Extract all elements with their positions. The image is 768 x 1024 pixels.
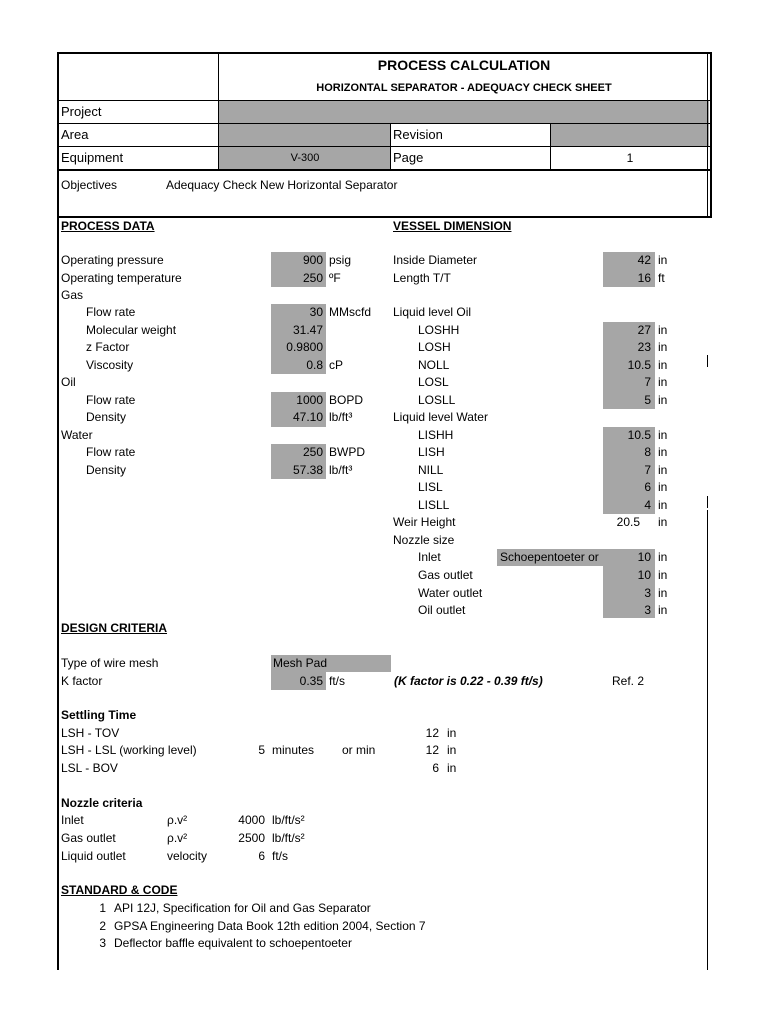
inside-diameter-value[interactable]: 42 (637, 253, 651, 267)
water-level-label: Liquid level Water (393, 410, 488, 424)
revision-value-cell (551, 124, 709, 146)
water-level-unit: in (658, 445, 668, 459)
nozzle-liquid-label: Liquid outlet (61, 849, 126, 863)
oil-level-value[interactable]: 27 (637, 323, 651, 337)
standard-text: Deflector baffle equivalent to schoepentoeter (114, 936, 352, 950)
oil-level-value[interactable]: 5 (644, 393, 651, 407)
nozzle-liquid-value: 6 (258, 849, 265, 863)
design-criteria-heading: DESIGN CRITERIA (61, 621, 168, 635)
inlet-label: Inlet (418, 550, 441, 564)
oil-level-unit: in (658, 375, 668, 389)
water-level-name: NILL (418, 463, 444, 477)
nozzle-criteria-heading: Nozzle criteria (61, 796, 143, 810)
equipment-value[interactable]: V-300 (290, 152, 320, 164)
standard-text: GPSA Engineering Data Book 12th edition 2004, Section 7 (114, 919, 426, 933)
settling-time-heading: Settling Time (61, 708, 137, 722)
oil-level-name: NOLL (418, 358, 450, 372)
sheet-title: PROCESS CALCULATION (377, 57, 551, 73)
op-pressure-unit: psig (329, 253, 352, 267)
op-pressure-value[interactable]: 900 (302, 253, 323, 267)
gas-outlet-label: Gas outlet (418, 568, 473, 582)
oil-level-name: LOSH (418, 340, 451, 354)
water-outlet-value[interactable]: 3 (644, 586, 651, 600)
page-value: 1 (626, 151, 634, 165)
oil-flow-unit: BOPD (329, 393, 364, 407)
k-factor-value[interactable]: 0.35 (299, 674, 323, 688)
nozzle-inlet-unit: lb/ft/s² (272, 813, 305, 827)
water-level-value[interactable]: 8 (644, 445, 651, 459)
standard-number: 2 (99, 919, 106, 933)
weir-unit: in (658, 515, 668, 529)
op-temperature-label: Operating temperature (61, 271, 182, 285)
water-level-value[interactable]: 7 (644, 463, 651, 477)
k-factor-label: K factor (61, 674, 103, 688)
oil-level-name: LOSHH (418, 323, 460, 337)
nozzle-inlet-param: ρ.v² (167, 813, 188, 827)
water-outlet-unit: in (658, 586, 668, 600)
objectives-value[interactable]: Adequacy Check New Horizontal Separator (166, 178, 398, 192)
project-label: Project (61, 104, 102, 119)
weir-value: 20.5 (616, 515, 640, 529)
nozzle-gas-value: 2500 (238, 831, 265, 845)
oil-level-unit: in (658, 393, 668, 407)
standard-text: API 12J, Specification for Oil and Gas Separator (114, 901, 371, 915)
lsh-lsl-unit: in (447, 743, 457, 757)
oil-level-value[interactable]: 23 (637, 340, 651, 354)
nozzle-liquid-unit: ft/s (272, 849, 289, 863)
water-density-label: Density (86, 463, 127, 477)
water-level-name: LISLL (418, 498, 450, 512)
lsh-lsl-or: or min (342, 743, 376, 757)
lsh-tov-value: 12 (425, 726, 439, 740)
lsh-tov-unit: in (447, 726, 457, 740)
wire-mesh-value[interactable]: Mesh Pad (273, 656, 328, 670)
lsl-bov-unit: in (447, 761, 457, 775)
gas-flow-unit: MMscfd (329, 305, 371, 319)
lsh-lsl-minutes: 5 (258, 743, 265, 757)
wire-mesh-label: Type of wire mesh (61, 656, 159, 670)
gas-flow-label: Flow rate (86, 305, 136, 319)
water-level-unit: in (658, 498, 668, 512)
water-level-name: LISL (418, 480, 443, 494)
length-unit: ft (658, 271, 665, 285)
water-density-unit: lb/ft³ (329, 463, 353, 477)
lsh-lsl-minutes-unit: minutes (272, 743, 315, 757)
revision-label: Revision (393, 127, 443, 142)
gas-visc-label: Viscosity (86, 358, 134, 372)
op-pressure-label: Operating pressure (61, 253, 164, 267)
length-label: Length T/T (393, 271, 451, 285)
gas-visc-unit: cP (329, 358, 344, 372)
water-label: Water (61, 428, 93, 442)
k-factor-ref: Ref. 2 (612, 674, 645, 688)
gas-mw-label: Molecular weight (86, 323, 177, 337)
oil-label: Oil (61, 375, 76, 389)
nozzle-inlet-value: 4000 (238, 813, 265, 827)
op-temperature-value[interactable]: 250 (302, 271, 323, 285)
objectives-label: Objectives (61, 178, 118, 192)
gas-outlet-value[interactable]: 10 (637, 568, 651, 582)
k-factor-note: (K factor is 0.22 - 0.39 ft/s) (394, 674, 543, 688)
water-level-name: LISHH (418, 428, 454, 442)
k-factor-unit: ft/s (329, 674, 346, 688)
gas-flow-value[interactable]: 30 (309, 305, 323, 319)
oil-flow-value[interactable]: 1000 (296, 393, 323, 407)
area-label: Area (61, 127, 89, 142)
vessel-heading: VESSEL DIMENSION (393, 219, 512, 233)
nozzle-gas-unit: lb/ft/s² (272, 831, 305, 845)
gas-visc-value[interactable]: 0.8 (306, 358, 323, 372)
water-flow-value[interactable]: 250 (302, 445, 323, 459)
lsh-tov-label: LSH - TOV (61, 726, 120, 740)
water-level-value[interactable]: 6 (644, 480, 651, 494)
standard-number: 3 (99, 936, 106, 950)
oil-density-unit: lb/ft³ (329, 410, 353, 424)
nozzle-gas-label: Gas outlet (61, 831, 116, 845)
oil-flow-label: Flow rate (86, 393, 136, 407)
oil-outlet-label: Oil outlet (418, 603, 466, 617)
oil-level-unit: in (658, 323, 668, 337)
lsl-bov-value: 6 (432, 761, 439, 775)
gas-mw-value[interactable]: 31.47 (292, 323, 323, 337)
page-label: Page (393, 150, 424, 165)
oil-outlet-unit: in (658, 603, 668, 617)
oil-level-value[interactable]: 10.5 (627, 358, 651, 372)
oil-density-value[interactable]: 47.10 (292, 410, 323, 424)
op-temperature-unit: ºF (329, 271, 341, 285)
oil-level-name: LOSL (418, 375, 449, 389)
lsh-lsl-value: 12 (425, 743, 439, 757)
standards-heading: STANDARD & CODE (61, 883, 178, 897)
gas-z-value[interactable]: 0.9800 (286, 340, 323, 354)
oil-outlet-value[interactable]: 3 (644, 603, 651, 617)
lsl-bov-label: LSL - BOV (61, 761, 118, 775)
project-value-cell (219, 101, 709, 123)
gas-outlet-unit: in (658, 568, 668, 582)
water-level-value[interactable]: 10.5 (627, 428, 651, 442)
equipment-label: Equipment (61, 150, 124, 165)
oil-level-label: Liquid level Oil (393, 305, 472, 319)
area-value-cell (219, 124, 391, 146)
nozzle-liquid-param: velocity (167, 849, 208, 863)
oil-level-name: LOSLL (418, 393, 456, 407)
water-level-unit: in (658, 480, 668, 494)
inside-diameter-label: Inside Diameter (393, 253, 478, 267)
inlet-unit: in (658, 550, 668, 564)
process-data-heading: PROCESS DATA (61, 219, 155, 233)
water-level-unit: in (658, 463, 668, 477)
inlet-value[interactable]: 10 (637, 550, 651, 564)
water-density-value[interactable]: 57.38 (292, 463, 323, 477)
standard-number: 1 (99, 901, 106, 915)
water-level-name: LISH (418, 445, 445, 459)
nozzle-inlet-label: Inlet (61, 813, 84, 827)
water-level-unit: in (658, 428, 668, 442)
oil-density-label: Density (86, 410, 127, 424)
gas-label: Gas (61, 288, 84, 302)
length-value[interactable]: 16 (637, 271, 651, 285)
oil-level-unit: in (658, 358, 668, 372)
lsh-lsl-label: LSH - LSL (working level) (61, 743, 197, 757)
water-flow-unit: BWPD (329, 445, 365, 459)
oil-level-unit: in (658, 340, 668, 354)
nozzle-size-label: Nozzle size (393, 533, 455, 547)
oil-level-value[interactable]: 7 (644, 375, 651, 389)
water-flow-label: Flow rate (86, 445, 136, 459)
inlet-device[interactable]: Schoepentoeter or (500, 550, 599, 564)
nozzle-gas-param: ρ.v² (167, 831, 188, 845)
sheet-subtitle: HORIZONTAL SEPARATOR - ADEQUACY CHECK SHEET (316, 82, 612, 94)
water-level-value[interactable]: 4 (644, 498, 651, 512)
water-outlet-label: Water outlet (418, 586, 483, 600)
weir-label: Weir Height (393, 515, 456, 529)
gas-z-label: z Factor (86, 340, 130, 354)
inside-diameter-unit: in (658, 253, 668, 267)
